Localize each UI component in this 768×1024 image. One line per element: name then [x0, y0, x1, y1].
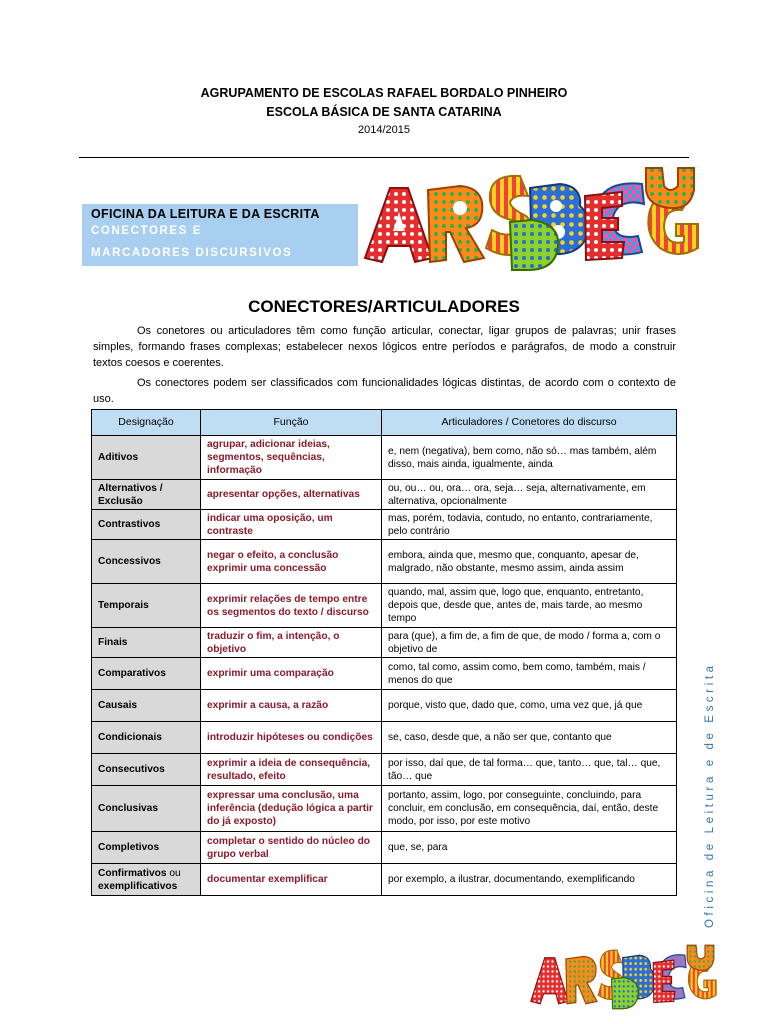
alphabet-letters-illustration [360, 166, 705, 272]
table-row [92, 584, 677, 628]
header-articuladores: Articuladores / Conetores do discurso [382, 410, 677, 436]
table-row [92, 540, 677, 584]
row-function: apresentar opções, alternativas [201, 480, 382, 510]
row-designation: Aditivos [92, 436, 201, 480]
row-function: exprimir a causa, a razão [201, 690, 382, 722]
row-function: expressar uma conclusão, uma inferência (dedução lógica a partir do já exposto) [201, 786, 382, 832]
table-row [92, 480, 677, 510]
table-header-row [92, 410, 677, 436]
row-connectors: como, tal como, assim como, bem como, também, mais / menos do que [382, 658, 677, 690]
row-connectors: por exemplo, a ilustrar, documentando, exemplificando [382, 864, 677, 896]
row-designation: Consecutivos [92, 754, 201, 786]
row-connectors: se, caso, desde que, a não ser que, contanto que [382, 722, 677, 754]
row-connectors: portanto, assim, logo, por conseguinte, concluindo, para concluir, em conclusão, em consequência, daí, então, deste modo, por isso, por este motivo [382, 786, 677, 832]
row-designation: Contrastivos [92, 510, 201, 540]
letter-a [365, 188, 432, 262]
row-connectors: porque, visto que, dado que, como, uma vez que, já que [382, 690, 677, 722]
row-designation: Conclusivas [92, 786, 201, 832]
header-divider [79, 157, 689, 158]
letter-e [585, 192, 624, 260]
school-name: ESCOLA BÁSICA DE SANTA CATARINA [266, 105, 502, 119]
row-connectors: para (que), a fim de, a fim de que, de modo / forma a, com o objetivo de [382, 628, 677, 658]
designation-part: exemplificativos [98, 880, 178, 892]
table-row [92, 436, 677, 480]
row-function: indicar uma oposição, um contraste [201, 510, 382, 540]
row-function: agrupar, adicionar ideias, segmentos, sequências, informação [201, 436, 382, 480]
row-designation: Causais [92, 690, 201, 722]
letter-u [646, 168, 694, 208]
row-designation: Alternativos / Exclusão [92, 480, 201, 510]
row-designation [92, 864, 201, 896]
row-designation: Finais [92, 628, 201, 658]
row-designation: Comparativos [92, 658, 201, 690]
table-row [92, 754, 677, 786]
table-row [92, 864, 677, 896]
row-connectors: quando, mal, assim que, logo que, enquanto, entretanto, depois que, desde que, antes de, mais tarde, ao mesmo tempo [382, 584, 677, 628]
row-function: exprimir a ideia de consequência, resultado, efeito [201, 754, 382, 786]
alphabet-letters-footer-illustration [528, 944, 720, 1010]
banner-title: OFICINA DA LEITURA E DA ESCRITA [91, 207, 320, 221]
table-row [92, 658, 677, 690]
row-connectors: e, nem (negativa), bem como, não só… mas também, além disso, mais ainda, igualmente, ainda [382, 436, 677, 480]
side-workshop-label: Oficina de Leitura e de Escrita [704, 662, 716, 928]
row-designation: Condicionais [92, 722, 201, 754]
row-connectors: mas, porém, todavia, contudo, no entanto, contrariamente, pelo contrário [382, 510, 677, 540]
page-title: CONECTORES/ARTICULADORES [248, 297, 520, 316]
workshop-banner [82, 204, 358, 266]
row-connectors: que, se, para [382, 832, 677, 864]
row-connectors: ou, ou… ou, ora… ora, seja… seja, alternativamente, em alternativa, opcionalmente [382, 480, 677, 510]
row-function: introduzir hipóteses ou condições [201, 722, 382, 754]
letter-r [428, 186, 484, 262]
header-funcao: Função [201, 410, 382, 436]
row-function: completar o sentido do núcleo do grupo verbal [201, 832, 382, 864]
intro-paragraph: Os conetores ou articuladores têm como função articular, conectar, ligar grupos de palavras; unir frases simples, formando frases complexas; estabelecer nexos lógicos entre períodos e parágrafos, de modo a construir textos coesos e coerentes. [93, 325, 676, 369]
row-designation: Concessivos [92, 540, 201, 584]
row-designation: Temporais [92, 584, 201, 628]
table-row [92, 832, 677, 864]
row-connectors: embora, ainda que, mesmo que, conquanto, apesar de, malgrado, não obstante, mesmo assim, ainda assim [382, 540, 677, 584]
row-designation: Completivos [92, 832, 201, 864]
row-function: traduzir o fim, a intenção, o objetivo [201, 628, 382, 658]
header-designacao: Designação [92, 410, 201, 436]
table-row [92, 786, 677, 832]
letter-d [510, 220, 558, 270]
row-function: exprimir relações de tempo entre os segmentos do texto / discurso [201, 584, 382, 628]
school-year: 2014/2015 [358, 124, 410, 136]
row-function: documentar exemplificar [201, 864, 382, 896]
table-row [92, 510, 677, 540]
row-function: negar o efeito, a conclusão exprimir uma concessão [201, 540, 382, 584]
row-connectors: por isso, daí que, de tal forma… que, tanto… que, tal… que, tão… que [382, 754, 677, 786]
designation-part: Confirmativos [98, 867, 167, 879]
table-row [92, 722, 677, 754]
row-function: exprimir uma comparação [201, 658, 382, 690]
banner-subtitle-1: CONECTORES E [91, 225, 203, 237]
table-row [92, 690, 677, 722]
classification-paragraph: Os conectores podem ser classificados com funcionalidades lógicas distintas, de acordo com o contexto de uso. [93, 377, 676, 405]
connectors-table [91, 409, 677, 896]
banner-subtitle-2: MARCADORES DISCURSIVOS [91, 247, 293, 259]
school-group-name: AGRUPAMENTO DE ESCOLAS RAFAEL BORDALO PINHEIRO [200, 86, 568, 100]
designation-conjunction: ou [166, 867, 181, 879]
table-row [92, 628, 677, 658]
